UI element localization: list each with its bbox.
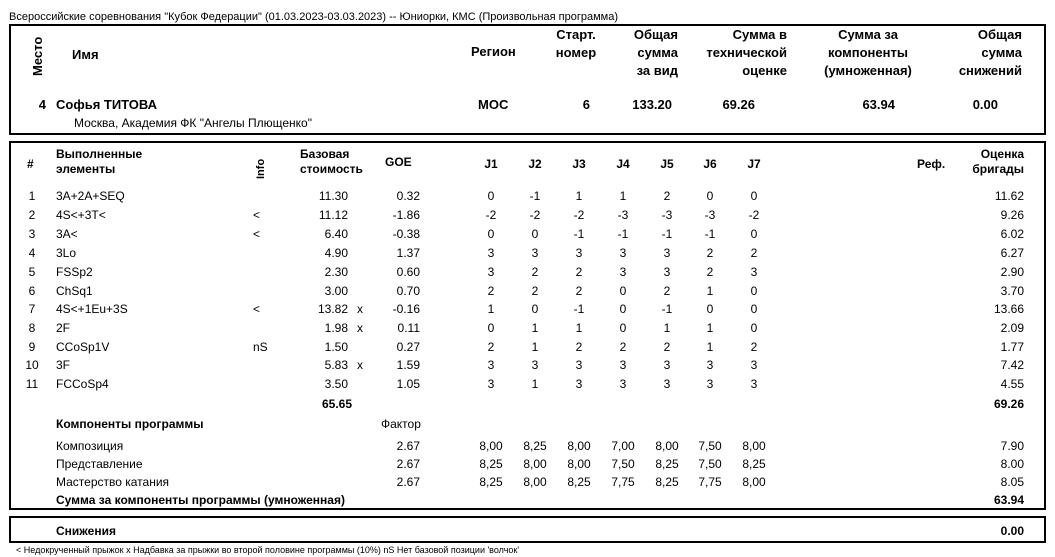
element-judge-score: 1 bbox=[663, 321, 671, 335]
col-judge-header: J4 bbox=[616, 157, 630, 171]
element-panel-score: 1.77 bbox=[1000, 340, 1024, 354]
element-judge-score: 3 bbox=[750, 377, 758, 391]
element-judge-score: -3 bbox=[617, 208, 629, 222]
element-goe: 1.37 bbox=[396, 246, 420, 260]
element-judge-score: 3 bbox=[619, 265, 627, 279]
total-score-label: Общая сумма за вид bbox=[633, 27, 678, 78]
event-title: Всероссийские соревнования "Кубок Федерации" (01.03.2023-03.03.2023) -- Юниорки, КМС (Произвольная программа) bbox=[9, 11, 619, 23]
element-judge-score: 0 bbox=[487, 227, 495, 241]
element-judge-score: 2 bbox=[487, 340, 495, 354]
component-judge-score: 8,00 bbox=[567, 457, 591, 471]
element-panel-score: 6.02 bbox=[1000, 227, 1024, 241]
element-row bbox=[0, 244, 1055, 263]
component-judge-score: 8,25 bbox=[479, 457, 503, 471]
col-judge-header: J3 bbox=[572, 157, 586, 171]
col-info-header: Info bbox=[255, 158, 267, 179]
element-judge-score: -1 bbox=[529, 189, 541, 203]
element-judge-score: 0 bbox=[531, 302, 539, 316]
element-judge-score: 2 bbox=[619, 340, 627, 354]
place-label: Место bbox=[30, 36, 45, 76]
component-judge-score: 7,50 bbox=[611, 457, 635, 471]
skater-name: Софья ТИТОВА bbox=[56, 97, 158, 112]
skater-deductions: 0.00 bbox=[972, 97, 998, 112]
element-judge-score: 0 bbox=[750, 284, 758, 298]
element-judge-score: 2 bbox=[531, 284, 539, 298]
footnote-legend: < Недокрученный прыжок x Надбавка за прыжки во второй половине программы (10%) nS Нет базовой позиции 'волчок' bbox=[16, 545, 520, 555]
element-judge-score: 3 bbox=[663, 265, 671, 279]
element-num: 6 bbox=[28, 284, 36, 298]
element-judge-score: -2 bbox=[573, 208, 585, 222]
element-name: CCoSp1V bbox=[56, 340, 110, 354]
component-judge-score: 8,25 bbox=[479, 475, 503, 489]
element-panel-score: 13.66 bbox=[993, 302, 1024, 316]
element-judge-score: 3 bbox=[619, 377, 627, 391]
element-judge-score: 2 bbox=[531, 265, 539, 279]
element-judge-score: 3 bbox=[575, 377, 583, 391]
element-judge-score: -2 bbox=[529, 208, 541, 222]
element-goe: 0.32 bbox=[396, 189, 420, 203]
name-label: Имя bbox=[72, 47, 99, 62]
element-goe: 1.05 bbox=[396, 377, 420, 391]
element-judge-score: 3 bbox=[619, 358, 627, 372]
component-judge-score: 8,00 bbox=[479, 439, 503, 453]
element-judge-score: 1 bbox=[575, 189, 583, 203]
element-judge-score: -1 bbox=[617, 227, 629, 241]
element-judge-score: 1 bbox=[706, 284, 714, 298]
component-judge-score: 7,50 bbox=[698, 439, 722, 453]
element-name: 2F bbox=[56, 321, 71, 335]
element-panel-score: 3.70 bbox=[1000, 284, 1024, 298]
element-info: < bbox=[253, 302, 261, 316]
component-row bbox=[0, 437, 1055, 456]
element-base: 2.30 bbox=[324, 265, 348, 279]
element-num: 2 bbox=[28, 208, 36, 222]
start-number-label: Старт. номер bbox=[555, 27, 597, 60]
element-name: FSSp2 bbox=[56, 265, 93, 279]
element-num: 8 bbox=[28, 321, 36, 335]
element-judge-score: 3 bbox=[575, 358, 583, 372]
components-header: Компоненты программы bbox=[56, 417, 204, 431]
component-judge-score: 8,00 bbox=[655, 439, 679, 453]
component-judge-score: 7,75 bbox=[698, 475, 722, 489]
tes-label: Сумма в технической оценке bbox=[706, 27, 787, 78]
skater-tes: 69.26 bbox=[722, 97, 755, 112]
col-ref-header: Реф. bbox=[917, 157, 946, 171]
element-judge-score: 2 bbox=[575, 265, 583, 279]
element-judge-score: 0 bbox=[750, 227, 758, 241]
element-judge-score: 1 bbox=[487, 302, 495, 316]
component-judge-score: 7,00 bbox=[611, 439, 635, 453]
element-judge-score: 1 bbox=[531, 377, 539, 391]
component-judge-score: 7,75 bbox=[611, 475, 635, 489]
element-base: 11.12 bbox=[318, 208, 348, 222]
element-judge-score: 0 bbox=[750, 321, 758, 335]
component-judge-score: 8,25 bbox=[655, 475, 679, 489]
element-judge-score: 3 bbox=[663, 246, 671, 260]
element-judge-score: 2 bbox=[750, 246, 758, 260]
element-goe: -0.38 bbox=[392, 227, 420, 241]
skater-place: 4 bbox=[38, 97, 46, 112]
element-name: 3Lo bbox=[56, 246, 77, 260]
col-judge-header: J7 bbox=[747, 157, 761, 171]
element-num: 9 bbox=[28, 340, 36, 354]
component-name: Представление bbox=[56, 457, 143, 471]
element-judge-score: 1 bbox=[531, 340, 539, 354]
component-judge-score: 8,00 bbox=[523, 457, 547, 471]
element-num: 5 bbox=[28, 265, 36, 279]
component-name: Мастерство катания bbox=[56, 475, 170, 489]
component-factor: 2.67 bbox=[396, 475, 420, 489]
component-judge-score: 8,25 bbox=[655, 457, 679, 471]
element-base: 13.82 bbox=[317, 302, 348, 316]
col-goe-header: GOE bbox=[385, 155, 412, 169]
element-judge-score: 3 bbox=[487, 377, 495, 391]
element-num: 10 bbox=[25, 358, 39, 372]
col-num-header: # bbox=[27, 157, 34, 171]
element-judge-score: -1 bbox=[661, 227, 673, 241]
element-judge-score: 0 bbox=[487, 189, 495, 203]
element-judge-score: -1 bbox=[704, 227, 716, 241]
element-judge-score: 2 bbox=[663, 189, 671, 203]
element-base: 6.40 bbox=[324, 227, 348, 241]
skater-region: МОС bbox=[478, 97, 509, 112]
element-goe: 0.60 bbox=[396, 265, 420, 279]
element-panel-score: 2.09 bbox=[1000, 321, 1024, 335]
element-row bbox=[0, 319, 1055, 338]
element-judge-score: -3 bbox=[661, 208, 673, 222]
component-judge-score: 8,00 bbox=[567, 439, 591, 453]
elements-total-score: 69.26 bbox=[993, 397, 1024, 411]
element-row bbox=[0, 225, 1055, 244]
element-name: 3A< bbox=[56, 227, 78, 241]
element-judge-score: 3 bbox=[531, 246, 539, 260]
element-judge-score: 3 bbox=[663, 358, 671, 372]
component-judge-score: 8,00 bbox=[742, 439, 766, 453]
col-base-header: Базовая стоимость bbox=[300, 147, 363, 176]
component-score: 8.05 bbox=[1000, 475, 1024, 489]
element-row bbox=[0, 356, 1055, 375]
col-judge-header: J2 bbox=[528, 157, 542, 171]
element-judge-score: 3 bbox=[487, 246, 495, 260]
elements-total-base: 65.65 bbox=[321, 397, 352, 411]
element-row bbox=[0, 263, 1055, 282]
element-judge-score: 2 bbox=[575, 340, 583, 354]
component-row bbox=[0, 473, 1055, 492]
element-base: 1.98 bbox=[324, 321, 348, 335]
element-base: 1.50 bbox=[324, 340, 348, 354]
element-judge-score: -3 bbox=[704, 208, 716, 222]
element-judge-score: 3 bbox=[706, 377, 714, 391]
element-row bbox=[0, 282, 1055, 301]
component-judge-score: 7,50 bbox=[698, 457, 722, 471]
component-judge-score: 8,00 bbox=[523, 475, 547, 489]
components-factor-header: Фактор bbox=[381, 417, 421, 431]
element-judge-score: 1 bbox=[706, 321, 714, 335]
component-judge-score: 8,00 bbox=[742, 475, 766, 489]
element-panel-score: 7.42 bbox=[1000, 358, 1024, 372]
element-goe: 0.70 bbox=[396, 284, 420, 298]
element-judge-score: -1 bbox=[573, 227, 585, 241]
element-judge-score: 0 bbox=[619, 284, 627, 298]
element-num: 3 bbox=[28, 227, 36, 241]
element-judge-score: 3 bbox=[750, 265, 758, 279]
element-bonus-mark: x bbox=[357, 321, 363, 335]
element-judge-score: -2 bbox=[748, 208, 760, 222]
element-judge-score: 0 bbox=[750, 189, 758, 203]
element-judge-score: 3 bbox=[531, 358, 539, 372]
element-judge-score: 3 bbox=[619, 246, 627, 260]
component-score: 7.90 bbox=[1000, 439, 1024, 453]
element-name: 4S<+1Eu+3S bbox=[56, 302, 128, 316]
element-goe: -0.16 bbox=[392, 302, 420, 316]
element-goe: 1.59 bbox=[396, 358, 420, 372]
deductions-box bbox=[9, 516, 1046, 543]
element-judge-score: 3 bbox=[663, 377, 671, 391]
component-factor: 2.67 bbox=[396, 457, 420, 471]
element-judge-score: 2 bbox=[663, 340, 671, 354]
element-row bbox=[0, 206, 1055, 225]
components-total-score: 63.94 bbox=[993, 493, 1024, 507]
element-base: 3.50 bbox=[324, 377, 348, 391]
element-judge-score: 0 bbox=[531, 227, 539, 241]
element-judge-score: 2 bbox=[750, 340, 758, 354]
element-judge-score: 2 bbox=[575, 284, 583, 298]
element-judge-score: 2 bbox=[663, 284, 671, 298]
element-num: 4 bbox=[28, 246, 36, 260]
col-judge-header: J1 bbox=[484, 157, 498, 171]
element-info: < bbox=[253, 208, 261, 222]
element-judge-score: 2 bbox=[706, 265, 714, 279]
element-judge-score: 0 bbox=[487, 321, 495, 335]
element-name: 3F bbox=[56, 358, 71, 372]
element-judge-score: 1 bbox=[706, 340, 714, 354]
element-panel-score: 6.27 bbox=[1000, 246, 1024, 260]
deductions-row-total: 0.00 bbox=[1000, 524, 1024, 538]
element-panel-score: 9.26 bbox=[1000, 208, 1024, 222]
element-judge-score: -2 bbox=[485, 208, 497, 222]
element-panel-score: 4.55 bbox=[1000, 377, 1024, 391]
element-judge-score: 0 bbox=[619, 302, 627, 316]
element-judge-score: 3 bbox=[487, 358, 495, 372]
skater-total-score: 133.20 bbox=[632, 97, 672, 112]
element-info: < bbox=[253, 227, 261, 241]
skater-start-number: 6 bbox=[582, 97, 590, 112]
element-name: ChSq1 bbox=[56, 284, 93, 298]
element-base: 5.83 bbox=[324, 358, 348, 372]
element-name: 3A+2A+SEQ bbox=[56, 189, 125, 203]
element-num: 1 bbox=[28, 189, 36, 203]
component-factor: 2.67 bbox=[396, 439, 420, 453]
element-judge-score: 3 bbox=[750, 358, 758, 372]
component-score: 8.00 bbox=[1000, 457, 1024, 471]
col-panel-header: Оценка бригады bbox=[972, 147, 1024, 176]
element-judge-score: 0 bbox=[706, 189, 714, 203]
col-elements-header: Выполненные элементы bbox=[56, 147, 143, 176]
element-judge-score: 1 bbox=[531, 321, 539, 335]
col-judge-header: J6 bbox=[703, 157, 717, 171]
element-base: 3.00 bbox=[324, 284, 348, 298]
element-judge-score: 0 bbox=[619, 321, 627, 335]
deductions-row-label: Снижения bbox=[56, 524, 116, 538]
skater-pcs: 63.94 bbox=[862, 97, 895, 112]
element-judge-score: 3 bbox=[575, 246, 583, 260]
element-row bbox=[0, 338, 1055, 357]
element-goe: -1.86 bbox=[392, 208, 420, 222]
pcs-label: Сумма за компоненты (умноженная) bbox=[824, 27, 912, 78]
col-judge-header: J5 bbox=[660, 157, 674, 171]
element-base: 4.90 bbox=[324, 246, 348, 260]
element-judge-score: 1 bbox=[575, 321, 583, 335]
element-name: 4S<+3T< bbox=[56, 208, 106, 222]
element-base: 11.30 bbox=[318, 189, 348, 203]
element-judge-score: 3 bbox=[706, 358, 714, 372]
region-label: Регион bbox=[471, 44, 516, 59]
element-row bbox=[0, 187, 1055, 206]
element-bonus-mark: x bbox=[357, 358, 363, 372]
element-judge-score: 0 bbox=[750, 302, 758, 316]
element-goe: 0.27 bbox=[396, 340, 420, 354]
deductions-label: Общая сумма снижений bbox=[958, 27, 1022, 78]
element-panel-score: 2.90 bbox=[1000, 265, 1024, 279]
component-row bbox=[0, 455, 1055, 474]
element-judge-score: 0 bbox=[706, 302, 714, 316]
element-panel-score: 11.62 bbox=[994, 189, 1024, 203]
element-judge-score: 2 bbox=[706, 246, 714, 260]
element-judge-score: 1 bbox=[619, 189, 627, 203]
element-judge-score: -1 bbox=[661, 302, 673, 316]
component-judge-score: 8,25 bbox=[523, 439, 547, 453]
skater-club: Москва, Академия ФК "Ангелы Плющенко" bbox=[74, 116, 312, 130]
element-judge-score: 2 bbox=[487, 284, 495, 298]
component-judge-score: 8,25 bbox=[742, 457, 766, 471]
component-name: Композиция bbox=[56, 439, 124, 453]
element-goe: 0.11 bbox=[397, 321, 420, 335]
element-num: 7 bbox=[28, 302, 36, 316]
components-total-label: Сумма за компоненты программы (умноженная) bbox=[56, 493, 345, 507]
element-info: nS bbox=[253, 340, 268, 354]
element-judge-score: -1 bbox=[573, 302, 585, 316]
element-row bbox=[0, 375, 1055, 394]
element-bonus-mark: x bbox=[357, 302, 363, 316]
element-row bbox=[0, 300, 1055, 319]
element-num: 11 bbox=[25, 377, 39, 391]
component-judge-score: 8,25 bbox=[567, 475, 591, 489]
element-name: FCCoSp4 bbox=[56, 377, 109, 391]
element-judge-score: 3 bbox=[487, 265, 495, 279]
